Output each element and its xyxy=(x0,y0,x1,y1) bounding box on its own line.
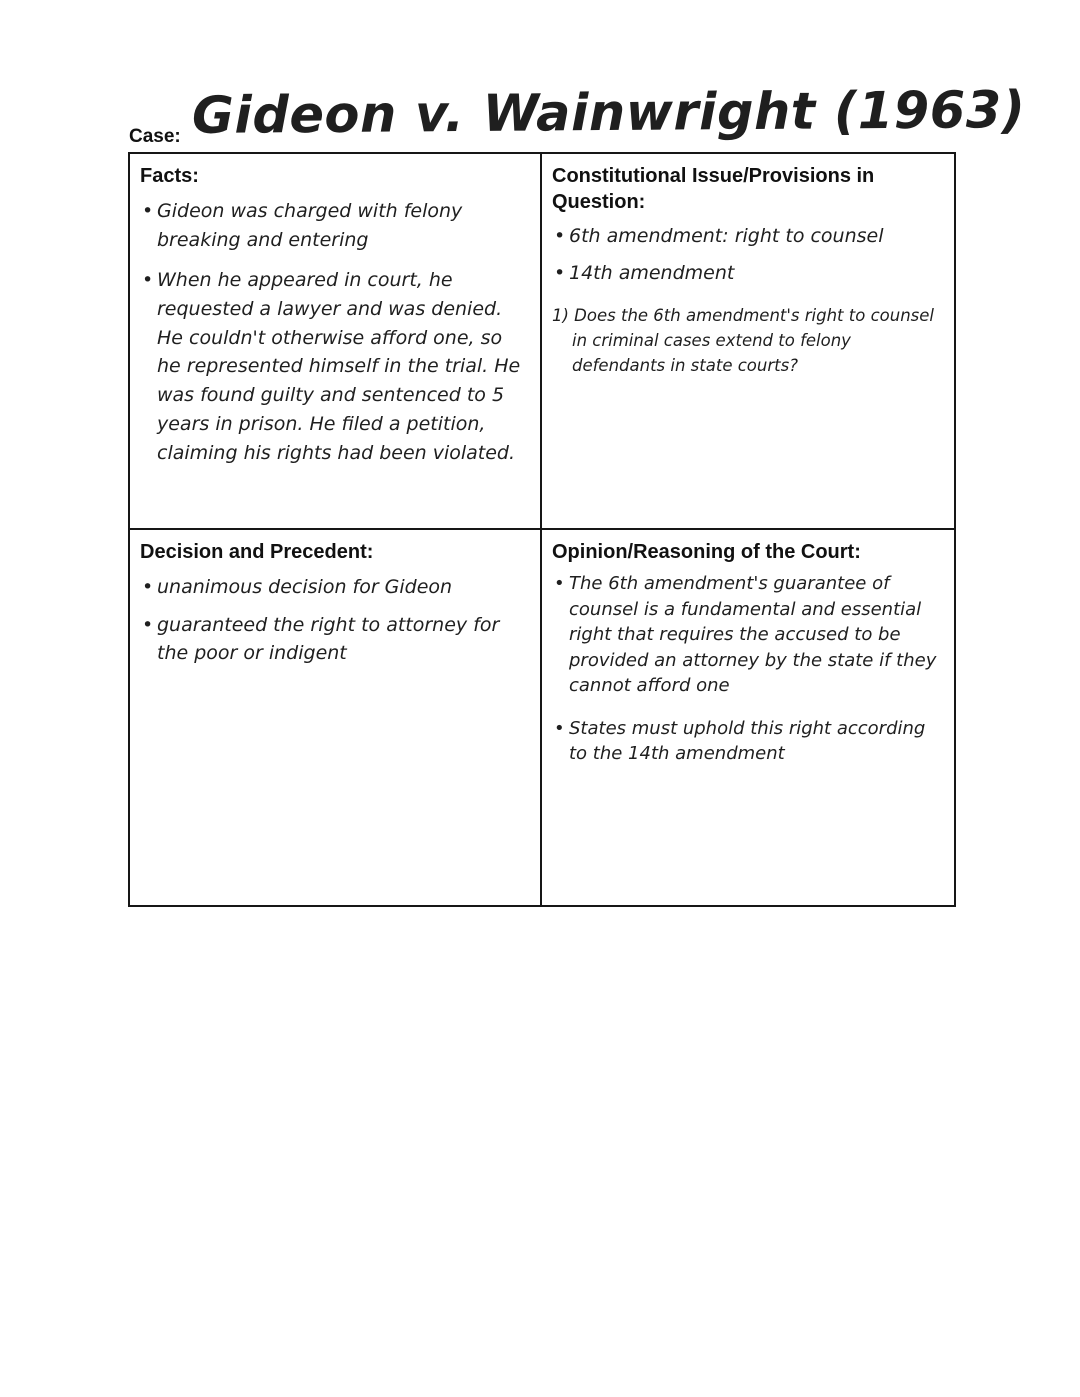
opinion-bullet-2: • States must uphold this right according to the 14th amendment xyxy=(552,716,942,767)
facts-list xyxy=(140,197,528,468)
issue-question: 1) Does the 6th amendment's right to counsel in criminal cases extend to felony defendants in state courts? xyxy=(552,306,934,375)
case-title-handwritten: Gideon v. Wainwright (1963) xyxy=(191,81,1026,146)
issue-bullet-2: • 14th amendment xyxy=(552,260,942,288)
case-label: Case: xyxy=(129,126,181,147)
opinion-heading: Opinion/Reasoning of the Court: xyxy=(552,541,861,563)
issue-bullet-1: • 6th amendment: right to counsel xyxy=(552,223,942,251)
decision-bullet-1: • unanimous decision for Gideon xyxy=(140,573,528,602)
constitutional-issue-cell xyxy=(541,153,955,529)
facts-bullet-1: • Gideon was charged with felony breaking and entering xyxy=(140,197,528,255)
constitutional-issue-list xyxy=(552,223,942,287)
opinion-bullet-1: • The 6th amendment's guarantee of counsel is a fundamental and essential right that requires the accused to be provided an attorney by the state if they cannot afford one xyxy=(552,571,942,699)
constitutional-issue-heading: Constitutional Issue/Provisions in Question: xyxy=(552,165,875,213)
opinion-cell xyxy=(541,529,955,906)
facts-bullet-2: • When he appeared in court, he requested a lawyer and was denied. He couldn't otherwise afford one, so he represented himself in the trial. He was found guilty and sentenced to 5 years in prison. He filed a petition, claiming his rights had been violated. xyxy=(140,266,528,468)
facts-heading: Facts: xyxy=(140,165,199,187)
facts-cell xyxy=(129,153,541,529)
decision-cell xyxy=(129,529,541,906)
decision-list xyxy=(140,573,528,668)
opinion-list xyxy=(552,571,942,767)
decision-heading: Decision and Precedent: xyxy=(140,541,374,563)
case-brief-table xyxy=(128,152,956,907)
decision-bullet-2: • guaranteed the right to attorney for the poor or indigent xyxy=(140,611,528,668)
